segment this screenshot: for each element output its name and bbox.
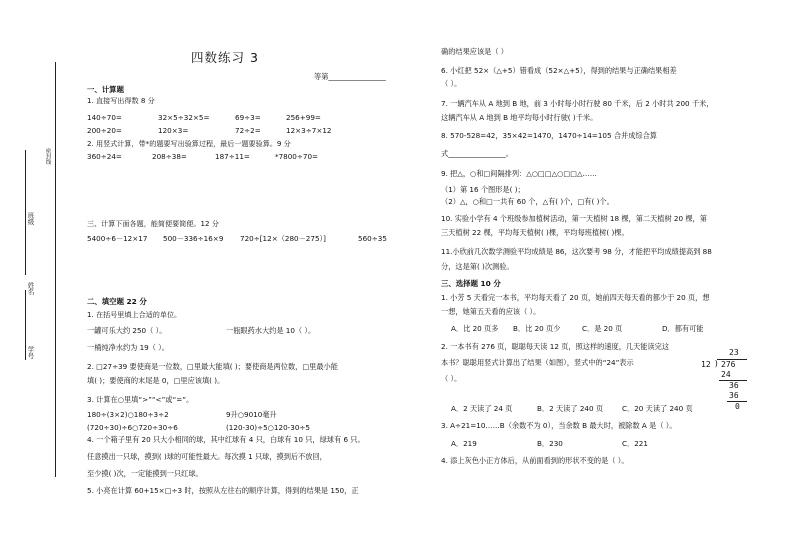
fill-line: 3. 计算在○里填“>”“<”或“=”。	[87, 395, 194, 404]
class-field-line	[25, 150, 26, 275]
choice-option: C．是 20 页	[582, 324, 623, 333]
fill-line: 填( )；要使商的末尾是 0，□里应该填( )。	[87, 376, 225, 385]
calc-item: 187÷11=	[215, 152, 250, 161]
choice-q3: 3. A÷21=10……B（余数不为 0），当余数 B 最大时，被除数 A 是（ ）。	[441, 421, 677, 430]
calc-item: 560÷35	[358, 234, 387, 243]
binding-line	[55, 62, 56, 477]
right-line: 分，这是第( )次测验。	[441, 262, 514, 271]
calc-item: 12×3÷7×12	[286, 126, 332, 135]
remainder: 0	[735, 402, 740, 411]
fill-line: 一罐可乐大约 250（ ）。	[87, 326, 167, 335]
choice-option: B．比 20 页少	[513, 324, 561, 333]
right-line: 确的结果应该是（ ）	[441, 47, 508, 56]
fill-q1: 1. 在括号里填上合适的单位。	[87, 310, 182, 319]
choice-q1: 一想，她第五天看的应该（ ）。	[441, 307, 541, 316]
step-1: 24	[721, 370, 731, 379]
divisor: 12	[701, 360, 711, 369]
right-line: 11.小欣前几次数学测验平均成绩是 86，这次要考 98 分，才能把平均成绩提高到 88	[441, 247, 712, 256]
fill-line: 2. □27÷39 要使商是一位数，□里最大能填( )；要使商是两位数，□里最小能	[87, 362, 338, 371]
fill-line: (120-30)÷5○120-30÷5	[226, 423, 310, 432]
name-label: 姓名	[26, 282, 35, 295]
calc-item: 32×5÷32×5=	[158, 113, 210, 122]
choice-q2: 2. 一本书有 276 页，聪聪每天读 12 页，照这样的速度，几天能读完这	[441, 342, 670, 351]
right-line: 7. 一辆汽车从 A 地到 B 地，前 3 小时每小时行驶 80 千米，后 2 小时共 200 千米，	[441, 99, 714, 108]
quotient: 23	[729, 348, 739, 357]
calc-item: *7800÷70=	[275, 152, 319, 161]
fill-line: (720÷30)÷6○720÷30÷6	[87, 423, 178, 432]
choice-option: C．221	[622, 439, 648, 448]
grade-field: 等第________________	[314, 72, 386, 81]
section-1-title: 一、计算题	[87, 85, 124, 94]
right-line: （ ）。	[441, 79, 462, 88]
calc-item: 120×3=	[158, 126, 189, 135]
right-line: 式________________。	[441, 149, 513, 158]
class-label: 班级	[26, 212, 35, 225]
calc-item: 140÷70=	[87, 113, 122, 122]
right-line: 9. 把△，○和□间隔排列：△○□□△○□□△……	[441, 169, 597, 178]
choice-option: C．20 天读了 240 页	[622, 404, 693, 413]
right-line: 这辆汽车从 A 地到 B 地平均每小时行驶( )千米。	[441, 113, 598, 122]
page-title: 四数练习 3	[191, 50, 259, 65]
fill-line: 一瓶眼药水大约是 10（ ）。	[226, 326, 316, 335]
section-2-title: 二、填空题 22 分	[87, 297, 147, 306]
choice-option: A．219	[451, 439, 477, 448]
long-division-figure	[701, 349, 751, 419]
fill-line: 180÷(3×2)○180÷3÷2	[87, 410, 169, 419]
choice-option: D．都有可能	[662, 324, 704, 333]
calc-item: 256+99=	[286, 113, 321, 122]
choice-q2: （ ）。	[441, 374, 462, 383]
calc-item: 360÷24=	[87, 152, 122, 161]
division-bracket: )	[714, 359, 719, 368]
choice-q1: 1. 小芳 5 天看完一本书，平均每天看了 20 页，她前四天每天看的都少于 20 页，想	[441, 293, 710, 302]
step-2: 36	[729, 381, 739, 390]
choice-option: B．2 天读了 240 页	[537, 404, 604, 413]
right-line: 10. 实验小学有 4 个班级参加植树活动，第一天植树 18 棵，第二天植树 20 棵，第	[441, 214, 707, 223]
right-line: 三天植树 22 棵，平均每天植树( )棵，平均每班植树( )棵。	[441, 228, 629, 237]
name-field-line	[25, 290, 26, 360]
choice-option: A．比 20 页多	[451, 324, 499, 333]
number-label: 学号	[26, 346, 35, 359]
calc-item: 5400÷6－12×17	[87, 234, 148, 243]
fill-line: 任意摸出一只球，摸到( )球的可能性最大。每次摸 1 只球，摸到后不放回，	[87, 452, 327, 461]
fill-line: 9升○9010毫升	[226, 410, 277, 419]
seal-label-top: 密封线	[44, 148, 51, 165]
fill-line: 一桶纯净水约为 19（ ）。	[87, 343, 169, 352]
calc-item: 200÷20=	[87, 126, 122, 135]
fill-line: 4. 一个箱子里有 20 只大小相同的球，其中红球有 4 只，白球有 10 只，绿球有 6 只。	[87, 435, 365, 444]
calc-item: 500－336÷16×9	[163, 234, 224, 243]
fill-line: 至少摸( )次，一定能摸到一只红球。	[87, 469, 203, 478]
section-1-q3: 三、计算下面各题，能简便要简便。12 分	[87, 219, 219, 228]
step-3: 36	[729, 391, 739, 400]
choice-option: B．230	[537, 439, 563, 448]
fill-line: 5. 小亮在计算 60+15×□÷3 时，按照从左往右的顺序计算，得到的结果是 150，正	[87, 486, 359, 495]
section-1-q2: 2. 用竖式计算，带*的题要写出验算过程，最后一题要验算。9 分	[87, 139, 291, 148]
right-line: 8. 570-528=42，35×42=1470，1470÷14=105 合并成综合算	[441, 131, 657, 140]
choice-q2: 本书？聪聪用竖式计算出了结果（如图），竖式中的“24”表示	[441, 358, 634, 367]
calc-item: 208÷38=	[152, 152, 187, 161]
right-line: 6. 小红把 52×（△+5）错看成（52×△+5），得到的结果与正确结果相差	[441, 66, 677, 75]
right-line: （1）第 16 个图形是( )；	[441, 185, 525, 194]
section-1-q1: 1. 直接写出得数 8 分	[87, 96, 155, 105]
calc-item: 72÷2=	[235, 126, 261, 135]
section-3-title: 三、选择题 10 分	[441, 279, 501, 288]
calc-item: 69÷3=	[235, 113, 261, 122]
right-line: （2）△，○和□一共有 60 个，△有( )个，□有( )个。	[441, 197, 614, 206]
choice-option: A．2 天读了 24 页	[451, 404, 513, 413]
dividend: 276	[721, 360, 736, 369]
choice-q4: 4. 添上灰色小正方体后，从前面看到的形状不变的是（ ）。	[441, 456, 629, 465]
calc-item: 720÷[12×（280－275）]	[240, 234, 326, 243]
